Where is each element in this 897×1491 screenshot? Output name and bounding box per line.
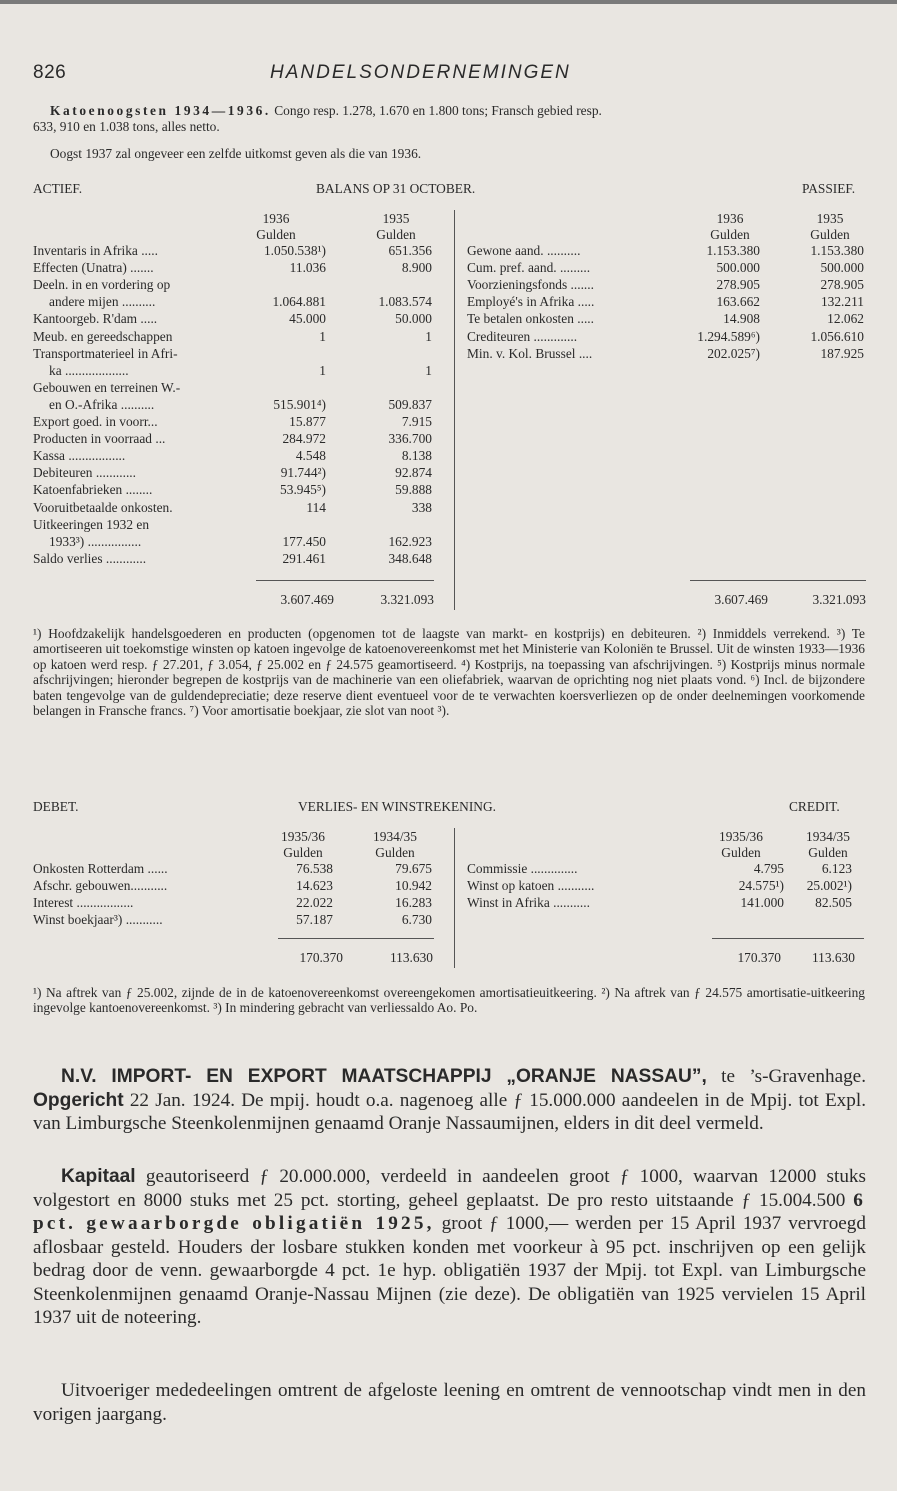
balans-passief-row-label: Min. v. Kol. Brussel .... xyxy=(467,345,593,361)
balans-title: BALANS OP 31 OCTOBER. xyxy=(316,181,476,196)
balans-actief-row-value-2: 8.138 xyxy=(401,448,432,464)
balans-passief-row-label: Te betalen onkosten ..... xyxy=(467,311,594,327)
balans-passief-row-value-2: 132.211 xyxy=(820,294,864,310)
balans-actief-row-value-2: 509.837 xyxy=(388,396,432,412)
balans-actief-row-value-2: 1 xyxy=(425,328,432,344)
balans-passief-row-label: Voorzieningsfonds ....... xyxy=(467,277,594,293)
balans-actief-row-value-2: 8.900 xyxy=(401,260,432,276)
balans-actief-row-value-2: 336.700 xyxy=(388,431,432,447)
balans-right-total-1: 3.607.469 xyxy=(714,592,768,607)
wv-left-unit-2: Gulden xyxy=(375,845,415,860)
balans-actief-row-label: Vooruitbetaalde onkosten. xyxy=(33,499,173,515)
balans-divider xyxy=(454,210,455,610)
wv-credit-row-label: Winst in Afrika ........... xyxy=(467,895,590,911)
balans-left-col-2: 1935 xyxy=(382,211,410,226)
wv-right-total-rule xyxy=(712,938,864,939)
wv-debet-row-label: Onkosten Rotterdam ...... xyxy=(33,861,168,876)
balans-actief-row-label: Saldo verlies ............ xyxy=(33,550,147,566)
balans-passief-row-value-2: 12.062 xyxy=(827,311,864,327)
wv-left-col-1: 1935/36 xyxy=(281,829,325,844)
balans-right-unit-2: Gulden xyxy=(810,227,850,242)
company-name: N.V. IMPORT- EN EXPORT MAATSCHAPPIJ „ORANJE NASSAU”, xyxy=(61,1066,707,1087)
wv-left-unit-1: Gulden xyxy=(283,845,323,860)
balans-right-col-2: 1935 xyxy=(816,211,844,226)
wv-credit-row-value-2: 6.123 xyxy=(821,861,852,876)
wv-debet-row-value-2: 16.283 xyxy=(395,895,432,911)
intro-line-1 xyxy=(50,103,870,119)
balans-passief-row-value-1: 278.905 xyxy=(716,277,760,293)
wv-debet-row-value-2: 79.675 xyxy=(395,861,432,876)
balans-actief-row-label: Producten in voorraad ... xyxy=(33,431,166,447)
balans-passief-row-label: Gewone aand. .......... xyxy=(467,243,581,258)
wv-right-col-1: 1935/36 xyxy=(719,829,763,844)
balans-actief-row-value-1: 1.050.538¹) xyxy=(263,243,326,258)
balans-left-total-2: 3.321.093 xyxy=(380,592,434,607)
wv-debet-row-value-1: 76.538 xyxy=(296,861,333,876)
balans-actief-row-label: Deeln. in en vordering op xyxy=(33,277,171,293)
balans-actief-row-label: Kassa ................. xyxy=(33,448,126,464)
company-paragraph-2: Kapitaal geautoriseerd ƒ 20.000.000, verdeeld in aandeelen groot ƒ 1000, waarvan 12000 stuks volgestort en 8000 stuks met 25 pct. storting, geheel geplaatst. De pro resto uitstaande ƒ 15.004.500 6 pct. gewaarborgde obligatiën 1925, groot ƒ 1000,— werden per 15 April 1937 vervroegd aflosbaar gesteld. Houders der losbare stukken konden met voorkeur à 95 pct. inschrijven op een gelijk bedrag door de venn. gewaarborgde 4 pct. 1e hyp. obligatiën 1937 der Mpij. tot Expl. van Limburgsche Steenkolenmijnen genaamd Oranje-Nassau Mijnen (zie deze). De obligatiën van 1925 vervielen 15 April 1937 uit de noteering. xyxy=(33,1166,866,1328)
balans-actief-row-label: Kantoorgeb. R'dam ..... xyxy=(33,311,158,327)
balans-actief-row-value-1: 15.877 xyxy=(289,414,326,429)
wv-right-unit-1: Gulden xyxy=(721,845,761,860)
balans-actief-row-value-2: 50.000 xyxy=(395,311,432,327)
wv-debet-row-label: Afschr. gebouwen........... xyxy=(33,878,168,894)
balans-passief-row-value-2: 500.000 xyxy=(820,260,864,276)
wv-right-total-2: 113.630 xyxy=(811,950,855,965)
wv-left-col-2: 1934/35 xyxy=(373,829,417,844)
wv-left-total-rule xyxy=(278,938,434,939)
wv-credit-row-label: Winst op katoen ........... xyxy=(467,878,595,894)
balans-actief-row-value-1: 284.972 xyxy=(282,431,326,447)
wv-credit-row-value-1: 24.575¹) xyxy=(738,878,784,894)
balans-left-unit-2: Gulden xyxy=(376,227,416,242)
balans-actief-row-value-1: 291.461 xyxy=(282,550,326,566)
wv-divider xyxy=(454,828,455,968)
balans-left-unit-1: Gulden xyxy=(256,227,296,242)
balans-left-total-rule xyxy=(256,580,434,581)
balans-actief-row-value-1: 4.548 xyxy=(295,448,326,464)
wv-footnotes: ¹) Na aftrek van ƒ 25.002, zijnde de in de katoenovereenkomst overeengekomen amortisatieuitkeering. ²) Na aftrek van ƒ 24.575 amortisatie-uitkeering ingevolge kantoenovereenkomst. ³) In mindering gebracht van verliessaldo Ao. Po. xyxy=(33,985,865,1016)
balans-left-total-1: 3.607.469 xyxy=(280,592,334,607)
wv-debet-row-value-1: 57.187 xyxy=(296,912,333,928)
balans-actief-row-label: Meub. en gereedschappen xyxy=(33,328,173,344)
balans-right-unit-1: Gulden xyxy=(710,227,750,242)
balans-passief-row-label: Cum. pref. aand. ......... xyxy=(467,260,591,276)
balans-actief-row-value-1: 45.000 xyxy=(289,311,326,327)
wv-credit-title: CREDIT. xyxy=(789,799,840,814)
wv-credit-row-label: Commissie .............. xyxy=(467,861,578,876)
balans-actief-row-value-2: 59.888 xyxy=(395,482,432,498)
running-title: HANDELSONDERNEMINGEN xyxy=(270,62,571,83)
page-number: 826 xyxy=(33,62,67,83)
balans-actief-row-label: Debiteuren ............ xyxy=(33,465,137,481)
balans-actief-row-label: Katoenfabrieken ........ xyxy=(33,482,153,498)
wv-left-total-2: 113.630 xyxy=(389,950,433,965)
wv-debet-row-label: Interest ................. xyxy=(33,895,134,911)
intro-text: Congo resp. 1.278, 1.670 en 1.800 tons; Fransch gebied resp. xyxy=(270,103,602,118)
balans-passief-row-value-1: 163.662 xyxy=(716,294,760,310)
balans-passief-row-value-1: 202.025⁷) xyxy=(707,345,760,361)
balans-actief-title: ACTIEF. xyxy=(33,181,83,196)
wv-credit-row-value-1: 141.000 xyxy=(740,895,784,911)
balans-actief-row-value-1: 1 xyxy=(319,362,326,378)
balans-actief-row-value-2: 651.356 xyxy=(388,243,432,258)
balans-actief-row-label: en O.-Afrika .......... xyxy=(49,396,155,412)
balans-actief-row-value-1: 91.744²) xyxy=(280,465,326,481)
wv-left-total-1: 170.370 xyxy=(299,950,343,965)
wv-credit-row-value-2: 25.002¹) xyxy=(806,878,852,894)
balans-passief-row-value-2: 1.153.380 xyxy=(810,243,864,258)
balans-actief-row-label: Transportmaterieel in Afri- xyxy=(33,345,178,361)
balans-footnotes: ¹) Hoofdzakelijk handelsgoederen en producten (opgenomen tot de laagste van markt- en kostprijs) en debiteuren. ²) Inmiddels verrekend. ³) Te amortiseeren uit toekomstige winsten op katoen ingevolge de katoenovereenkomst met het Ministerie van Koloniën te Brussel. Uit de winsten 1933—1936 op katoen werd resp. ƒ 27.201, ƒ 3.054, ƒ 25.002 en ƒ 24.575 geamortiseerd. ⁴) Kostprijs, na toepassing van afschrijvingen. ⁵) Kostprijs minus normale afschrijvingen; hieronder begrepen de kostprijs van de machinerie van een oliefabriek, waarvan de oprichting nog niet plaats vond. ⁶) Incl. de bijzondere baten tengevolge van de guldendepreciatie; deze reserve dient eventueel voor de te verwachten koersverliezen op de onder deelnemingen voorkomende belangen in Fransche francs. ⁷) Voor amortisatie boekjaar, zie slot van noot ³). xyxy=(33,626,865,719)
balans-passief-row-value-1: 14.908 xyxy=(723,311,760,327)
balans-passief-title: PASSIEF. xyxy=(802,181,856,196)
wv-debet-row-value-1: 14.623 xyxy=(296,878,333,894)
wv-debet-title: DEBET. xyxy=(33,799,79,814)
intro-line-2: 633, 910 en 1.038 tons, alles netto. xyxy=(33,119,220,134)
balans-actief-row-label: Export goed. in voorr... xyxy=(33,414,158,429)
balans-passief-row-value-1: 1.294.589⁶) xyxy=(697,328,760,344)
wv-right-unit-2: Gulden xyxy=(808,845,848,860)
balans-actief-row-label: Uitkeeringen 1932 en xyxy=(33,516,150,532)
balans-right-total-2: 3.321.093 xyxy=(812,592,866,607)
wv-credit-row-value-1: 4.795 xyxy=(753,861,784,876)
balans-actief-row-label: Inventaris in Afrika ..... xyxy=(33,243,158,258)
balans-actief-row-value-2: 338 xyxy=(411,499,432,515)
intro-line-3: Oogst 1937 zal ongeveer een zelfde uitkomst geven als die van 1936. xyxy=(50,146,422,161)
balans-actief-row-value-2: 92.874 xyxy=(395,465,432,481)
balans-actief-row-value-1: 1 xyxy=(319,328,326,344)
wv-debet-row-value-2: 6.730 xyxy=(401,912,432,928)
balans-actief-row-value-1: 1.064.881 xyxy=(272,294,326,310)
wv-title: VERLIES- EN WINSTREKENING. xyxy=(298,799,496,814)
balans-right-col-1: 1936 xyxy=(716,211,744,226)
balans-passief-row-value-2: 187.925 xyxy=(820,345,864,361)
balans-actief-row-value-1: 177.450 xyxy=(282,533,326,549)
balans-passief-row-value-2: 278.905 xyxy=(820,277,864,293)
balans-actief-row-value-1: 114 xyxy=(306,499,326,515)
wv-debet-row-value-2: 10.942 xyxy=(395,878,432,894)
wv-debet-row-value-1: 22.022 xyxy=(296,895,333,911)
balans-actief-row-label: 1933³) ................ xyxy=(49,533,142,549)
balans-passief-row-label: Employé's in Afrika ..... xyxy=(467,294,595,310)
balans-actief-row-value-1: 11.036 xyxy=(289,260,326,276)
wv-debet-row-label: Winst boekjaar³) ........... xyxy=(33,912,163,928)
company-paragraph-1: N.V. IMPORT- EN EXPORT MAATSCHAPPIJ „ORANJE NASSAU”, te ’s-Gravenhage. Opgericht 22 Jan. 1924. De mpij. houdt o.a. nagenoeg alle ƒ 15.000.000 aandeelen in de Mpij. tot Expl. van Limburgsche Steenkolenmijnen genaamd Oranje Nassaumijnen, elders in dit deel vermeld. xyxy=(33,1066,866,1134)
balans-right-total-rule xyxy=(690,580,866,581)
balans-passief-row-value-2: 1.056.610 xyxy=(810,328,864,344)
balans-actief-row-label: ka ................... xyxy=(49,362,129,378)
balans-actief-row-value-1: 53.945⁵) xyxy=(280,482,326,498)
company-paragraph-3: Uitvoeriger mededeelingen omtrent de afgeloste leening en omtrent de vennootschap vindt men in den vorigen jaargang. xyxy=(33,1380,866,1425)
intro-label: Katoenoogsten 1934—1936. xyxy=(50,103,271,118)
balans-passief-row-value-1: 1.153.380 xyxy=(706,243,760,258)
balans-actief-row-value-2: 348.648 xyxy=(388,550,432,566)
balans-left-col-1: 1936 xyxy=(262,211,290,226)
balans-actief-row-label: Effecten (Unatra) ....... xyxy=(33,260,154,276)
wv-credit-row-value-2: 82.505 xyxy=(815,895,852,911)
balans-actief-row-value-2: 1 xyxy=(425,362,432,378)
wv-right-col-2: 1934/35 xyxy=(806,829,850,844)
balans-actief-row-value-2: 7.915 xyxy=(401,414,432,429)
wv-right-total-1: 170.370 xyxy=(737,950,781,965)
balans-actief-row-value-1: 515.901⁴) xyxy=(273,396,326,412)
balans-actief-row-label: andere mijen .......... xyxy=(49,294,156,310)
balans-actief-row-value-2: 162.923 xyxy=(388,533,432,549)
balans-actief-row-value-2: 1.083.574 xyxy=(378,294,432,310)
balans-actief-row-label: Gebouwen en terreinen W.- xyxy=(33,379,181,395)
balans-passief-row-label: Crediteuren ............. xyxy=(467,328,578,344)
balans-passief-row-value-1: 500.000 xyxy=(716,260,760,276)
